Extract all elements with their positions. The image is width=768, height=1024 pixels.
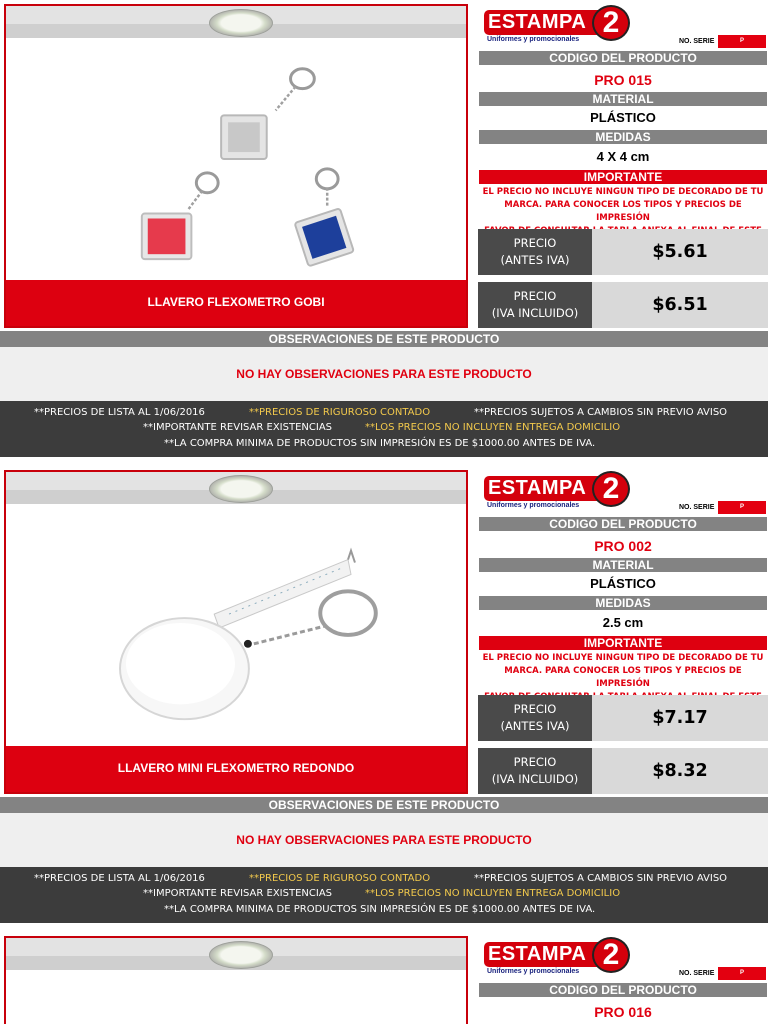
serie-label: NO. SERIE — [679, 504, 715, 511]
product-name: LLAVERO MINI FLEXOMETRO REDONDO — [6, 746, 466, 792]
price-after-label — [478, 748, 592, 794]
product-block-1 — [0, 0, 768, 466]
price-after-value: $6.51 — [592, 282, 768, 328]
medidas-value: 2.5 cm — [602, 615, 644, 630]
product-code: PRO 002 — [594, 538, 652, 554]
product-block-2 — [0, 466, 768, 932]
iva-incluido-text: (IVA INCLUIDO) — [491, 772, 579, 786]
product-image-frame — [4, 936, 468, 1024]
codigo-label: CODIGO DEL PRODUCTO — [479, 517, 767, 531]
brand-number: 2 — [592, 5, 630, 41]
brand-number: 2 — [592, 471, 630, 507]
importante-label: IMPORTANTE — [479, 636, 767, 650]
serie-label: NO. SERIE — [679, 38, 715, 45]
material-label: MATERIAL — [479, 558, 767, 572]
brand-tagline: Uniformes y promocionales — [487, 968, 580, 975]
product-code: PRO 015 — [594, 72, 652, 88]
observaciones-body: NO HAY OBSERVACIONES PARA ESTE PRODUCTO — [0, 347, 768, 401]
footer-note: **PRECIOS DE LISTA AL 1/06/2016 — [34, 873, 205, 884]
iva-incluido-text: (IVA INCLUIDO) — [491, 306, 579, 320]
precio-text: PRECIO — [513, 236, 557, 250]
brand-logo — [484, 5, 632, 49]
brand-name: ESTAMPA — [484, 10, 606, 35]
product-photo — [6, 38, 466, 282]
note-line-1: EL PRECIO NO INCLUYE NINGUN TIPO DE DECORADO DE TU — [482, 187, 764, 197]
product-code: PRO 016 — [594, 1004, 652, 1020]
serie-value: P — [718, 501, 766, 514]
material-value: PLÁSTICO — [590, 110, 656, 125]
product-name: LLAVERO FLEXOMETRO GOBI — [6, 280, 466, 326]
importante-label: IMPORTANTE — [479, 170, 767, 184]
importante-note — [479, 186, 767, 226]
observaciones-header: OBSERVACIONES DE ESTE PRODUCTO — [0, 797, 768, 813]
note-line-2: MARCA. PARA CONOCER LOS TIPOS Y PRECIOS DE IMPRESIÓN — [504, 666, 742, 689]
observaciones-header: OBSERVACIONES DE ESTE PRODUCTO — [0, 331, 768, 347]
codigo-label: CODIGO DEL PRODUCTO — [479, 51, 767, 65]
footer-note: **LOS PRECIOS NO INCLUYEN ENTREGA DOMICILIO — [365, 422, 621, 433]
precio-text: PRECIO — [513, 289, 557, 303]
tape-measure-badge-icon — [209, 475, 273, 503]
footer-note: **PRECIOS SUJETOS A CAMBIOS SIN PREVIO AVISO — [474, 407, 728, 418]
note-line-1: EL PRECIO NO INCLUYE NINGUN TIPO DE DECORADO DE TU — [482, 653, 764, 663]
observaciones-body: NO HAY OBSERVACIONES PARA ESTE PRODUCTO — [0, 813, 768, 867]
price-before-value: $5.61 — [592, 229, 768, 275]
medidas-value: 4 X 4 cm — [596, 149, 650, 164]
product-photo — [6, 504, 466, 748]
footer-note: **LA COMPRA MINIMA DE PRODUCTOS SIN IMPRESIÓN ES DE $1000.00 ANTES DE IVA. — [164, 438, 596, 449]
importante-note — [479, 652, 767, 692]
footer-note: **PRECIOS DE LISTA AL 1/06/2016 — [34, 407, 205, 418]
price-before-label — [478, 229, 592, 275]
tape-measure-badge-icon — [209, 941, 273, 969]
serie-value: P — [718, 967, 766, 980]
serie-value: P — [718, 35, 766, 48]
brand-name: ESTAMPA — [484, 476, 606, 501]
serie-label: NO. SERIE — [679, 970, 715, 977]
tape-measure-badge-icon — [209, 9, 273, 37]
brand-number: 2 — [592, 937, 630, 973]
medidas-label: MEDIDAS — [479, 596, 767, 610]
product-block-3 — [0, 932, 768, 1024]
footer-note: **PRECIOS DE RIGUROSO CONTADO — [249, 873, 431, 884]
precio-text: PRECIO — [513, 755, 557, 769]
product-image-frame — [4, 470, 468, 794]
footer-note: **LA COMPRA MINIMA DE PRODUCTOS SIN IMPRESIÓN ES DE $1000.00 ANTES DE IVA. — [164, 904, 596, 915]
brand-logo — [484, 471, 632, 515]
footer-notes — [0, 867, 768, 923]
brand-logo — [484, 937, 632, 981]
brand-tagline: Uniformes y promocionales — [487, 36, 580, 43]
footer-note: **LOS PRECIOS NO INCLUYEN ENTREGA DOMICILIO — [365, 888, 621, 899]
price-after-label — [478, 282, 592, 328]
precio-text: PRECIO — [513, 702, 557, 716]
codigo-label: CODIGO DEL PRODUCTO — [479, 983, 767, 997]
note-line-2: MARCA. PARA CONOCER LOS TIPOS Y PRECIOS DE IMPRESIÓN — [504, 200, 742, 223]
footer-note: **PRECIOS DE RIGUROSO CONTADO — [249, 407, 431, 418]
footer-note: **IMPORTANTE REVISAR EXISTENCIAS — [143, 888, 333, 899]
footer-notes — [0, 401, 768, 457]
price-after-value: $8.32 — [592, 748, 768, 794]
medidas-label: MEDIDAS — [479, 130, 767, 144]
brand-tagline: Uniformes y promocionales — [487, 502, 580, 509]
product-image-frame — [4, 4, 468, 328]
material-value: PLÁSTICO — [590, 576, 656, 591]
brand-name: ESTAMPA — [484, 942, 606, 967]
price-before-value: $7.17 — [592, 695, 768, 741]
price-before-label — [478, 695, 592, 741]
footer-note: **PRECIOS SUJETOS A CAMBIOS SIN PREVIO AVISO — [474, 873, 728, 884]
footer-note: **IMPORTANTE REVISAR EXISTENCIAS — [143, 422, 333, 433]
material-label: MATERIAL — [479, 92, 767, 106]
antes-iva-text: (ANTES IVA) — [500, 253, 570, 267]
antes-iva-text: (ANTES IVA) — [500, 719, 570, 733]
